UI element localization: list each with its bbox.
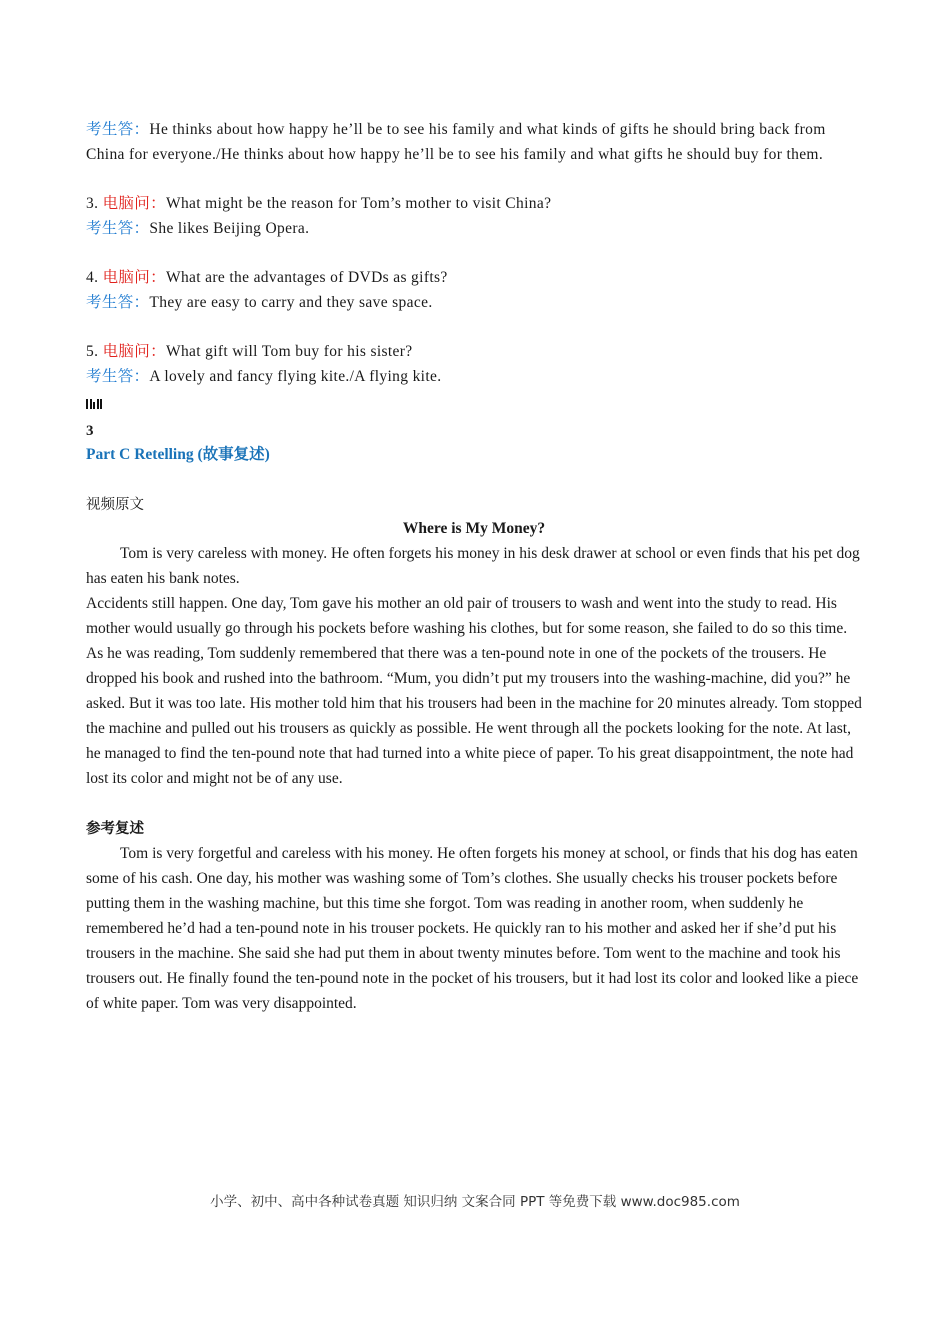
answer-text: She likes Beijing Opera. — [149, 219, 310, 237]
answer-label: 考生答： — [86, 219, 150, 237]
question-4 — [86, 266, 862, 291]
document-page — [86, 118, 862, 1016]
original-paragraph-2: Accidents still happen. One day, Tom gave his mother an old pair of trousers to wash and went into the study to read. His mother would usually go through his pockets before washing his clothes, but for some reason, she failed to do so this time. As he was reading, Tom suddenly remembered that there was a ten-pound note in one of the pockets of the trousers. He dropped his book and rushed into the bathroom. “Mum, you didn’t put my trousers into the washing-machine, did you?” he asked. But it was too late. His mother told him that his trousers had been in the machine for 20 minutes already. Tom stopped the machine and pulled out his trousers as quickly as possible. He went through all the pockets looking for the note. At last, he managed to find the ten-pound note that had turned into a white piece of paper. To his great disappointment, the note had lost its color and might not be of any use. — [86, 595, 862, 787]
question-label: 电脑问： — [102, 195, 166, 212]
question-number: 4. — [86, 269, 103, 286]
original-heading: 视频原文 — [86, 497, 144, 513]
original-paragraph-1: Tom is very careless with money. He often forgets his money in his desk drawer at school or even finds that his pet dog has eaten his bank notes. — [86, 545, 860, 587]
answer-text: They are easy to carry and they save space. — [149, 293, 433, 311]
question-text: What are the advantages of DVDs as gifts? — [165, 269, 448, 286]
qa-block — [86, 118, 862, 389]
question-text: What might be the reason for Tom’s mother to visit China? — [165, 195, 552, 212]
audio-bars-icon — [86, 391, 104, 402]
answer-text: A lovely and fancy flying kite./A flying kite. — [149, 367, 442, 385]
page-footer: 小学、初中、高中各种试卷真题 知识归纳 文案合同 PPT 等免费下载 www.doc985.com — [210, 1194, 740, 1210]
answer-label: 考生答： — [86, 367, 150, 385]
question-text: What gift will Tom buy for his sister? — [165, 343, 413, 360]
answer-2 — [86, 118, 862, 167]
section-number: 3 — [86, 423, 94, 439]
question-label: 电脑问： — [102, 269, 166, 286]
answer-5 — [86, 365, 862, 390]
question-label: 电脑问： — [102, 343, 166, 360]
question-5 — [86, 340, 862, 365]
story-title: Where is My Money? — [402, 520, 546, 537]
answer-text: He thinks about how happy he’ll be to see his family and what kinds of gifts he should bring back from China for everyone./He thinks about how happy he’ll be to see his family and what gifts he should buy for them. — [86, 121, 826, 163]
answer-4 — [86, 291, 862, 316]
part-title: Part C Retelling (故事复述) — [86, 446, 270, 463]
answer-label: 考生答： — [86, 121, 150, 138]
question-number: 5. — [86, 343, 103, 360]
answer-label: 考生答： — [86, 293, 150, 311]
reference-heading: 参考复述 — [86, 821, 144, 837]
question-3 — [86, 192, 862, 217]
reference-paragraph: Tom is very forgetful and careless with his money. He often forgets his money at school, or finds that his dog has eaten some of his cash. One day, his mother was washing some of Tom’s clothes. She usually checks his trouser pockets before putting them in the washing machine, but this time she forgot. Tom was reading in another room, when suddenly he remembered he’d had a ten-pound note in his trouser pockets. He quickly ran to his mother and asked her if she’d put his trousers in the machine. She said she had put them in about twenty minutes before. Tom went to the machine and took his trousers out. He finally found the ten-pound note in the pocket of his trousers, but it had lost its color and looked like a piece of white paper. Tom was very disappointed. — [86, 845, 859, 1012]
question-number: 3. — [86, 195, 103, 212]
answer-3 — [86, 217, 862, 242]
